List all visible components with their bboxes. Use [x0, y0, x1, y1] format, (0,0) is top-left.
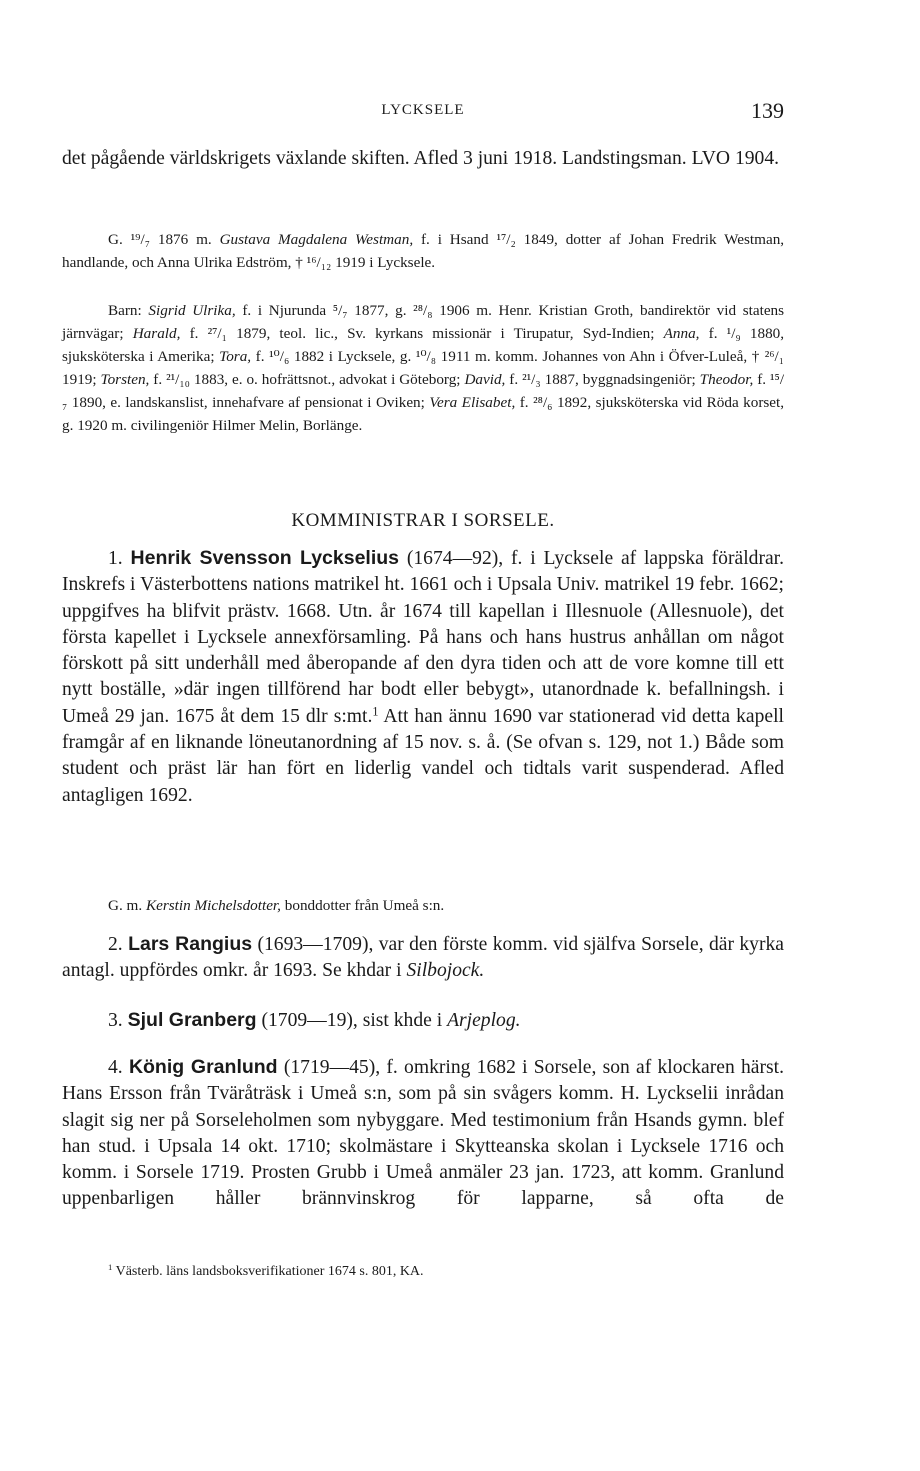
entry-1-marriage	[62, 894, 784, 917]
text: 1879, teol. lic., Sv. kyrkans missionär i Tirupatur, Syd-Indien;	[236, 325, 655, 343]
date-fraction: ²¹/₁₀	[166, 371, 190, 389]
child-name: Theodor,	[699, 371, 754, 389]
date-fraction: ¹⁷/₂	[496, 231, 516, 248]
text: 1849, dotter af Johan Fredrik Westman, handlande, och Anna Ulrika Edström, †	[62, 231, 785, 272]
date-fraction: ¹⁹/₇	[130, 231, 150, 248]
child-name: Anna,	[663, 325, 700, 343]
text: f.	[757, 371, 767, 389]
child-name: Torsten,	[100, 371, 150, 389]
child-name: Vera Elisabet,	[429, 394, 516, 412]
entry-4	[62, 1054, 784, 1213]
text: f.	[708, 325, 718, 343]
continuation-paragraph	[62, 146, 784, 172]
text: Barn:	[108, 302, 142, 319]
text: f.	[519, 394, 529, 412]
date-fraction: ²⁸/₆	[533, 394, 553, 412]
text: 1882 i Lycksele, g.	[293, 348, 412, 366]
person-name: Lars Rangius	[128, 933, 253, 955]
text: 1877, g.	[354, 302, 407, 319]
entry-text: (1719—45), f. omkring 1682 i Sorsele, son af klockaren härst. Hans Ersson från Tväråträsk i Umeå s:n, som på sin svågers komm. H. Lyckselii inrådan slagit sig ner på Sorseleholmen som nybyggare. Med testimonium från Hsands gymn. blef han stud. i Upsala 14 okt. 1710; skolmästare i Skytteanska skolan i Lycksele 1716 och komm. i Sorsele 1719. Prosten Grubb i Umeå anmäler 23 jan. 1723, att komm. Granlund uppenbarligen håller brännvinskrog för lapparne, så ofta de	[62, 1057, 784, 1210]
footnote-text: Västerb. läns landsboksverifikationer 1674 s. 801, KA.	[115, 1264, 424, 1279]
text: 1876 m.	[157, 231, 212, 248]
date-fraction: ¹⁰/₆	[269, 348, 290, 366]
text: 1906 m. Henr. Kristian Groth, bandirektör vid statens järnvägar;	[62, 302, 785, 343]
child-name: Sigrid Ulrika,	[148, 302, 236, 319]
page-number: 139	[751, 98, 784, 123]
marriage-paragraph	[62, 228, 784, 274]
text: f. i Njurunda	[242, 302, 327, 319]
entry-text: (1674—92), f. i Lycksele af lappska föräldrar. Inskrefs i Västerbottens nations matrikel ht. 1661 och i Upsala Univ. matrikel 19 febr. 1662; uppgifves ha blifvit prästv. 1668. Utn. år 1674 till kapellan i Illesnuole (Allesnuole), det första kapellet i Lycksele annexförsamling. På hans och hans hustrus anhållan om något förskott på sitt underhåll med åberopande af den dyra tiden och att de vore komne till ett nytt boställe, »där ingen tillförend har bodt eller bebygt», utanordnade k. befallningsh. i Umeå 29 jan. 1675 åt dem 15 dlr s:mt.	[62, 548, 785, 727]
paragraph-text: det pågående världskrigets växlande skiften. Afled 3 juni 1918. Landstingsman. LVO 1904.	[62, 148, 780, 169]
entry-2	[62, 931, 784, 985]
entry-number: 3.	[108, 1010, 123, 1031]
spouse-name: Kerstin Michelsdotter,	[145, 897, 281, 914]
text: G. m.	[108, 897, 143, 914]
date-fraction: ⁵/₇	[332, 302, 348, 319]
entry-number: 2.	[108, 934, 123, 955]
text: f.	[255, 348, 265, 366]
date-fraction: ²⁷/₁	[207, 325, 227, 343]
footnote-mark: 1	[108, 1262, 113, 1273]
text: f.	[509, 371, 519, 389]
date-fraction: ²⁸/₈	[413, 302, 433, 319]
text: 1892, sjuksköterska vid Röda korset, g. 1920 m. civilingeniör Hilmer Melin, Borlänge.	[62, 394, 785, 435]
child-name: David,	[464, 371, 506, 389]
text: 1880, sjuksköterska i Amerika;	[62, 325, 785, 366]
place-reference: Silbojock.	[406, 960, 485, 982]
text: 1919;	[62, 371, 97, 389]
text: f. i Hsand	[421, 231, 489, 248]
person-name: König Granlund	[128, 1056, 278, 1078]
date-fraction: ¹/₉	[726, 325, 741, 343]
running-header	[62, 98, 784, 128]
person-name: Henrik Svensson Lyckselius	[130, 547, 400, 569]
entry-3	[62, 1007, 784, 1034]
entry-text: (1709—19), sist khde i	[261, 1010, 443, 1031]
entry-1	[62, 545, 784, 809]
running-title: LYCKSELE	[381, 102, 465, 118]
text: 1919 i Lycksele.	[335, 254, 436, 272]
date-fraction: ²⁶/₁	[764, 348, 785, 366]
text: 1911 m. komm. Johannes von Ahn i Öfver-Luleå, †	[440, 348, 761, 366]
section-title: KOMMINISTRAR I SORSELE.	[291, 510, 555, 531]
entry-text: (1693—1709), var den förste komm. vid själfva Sorsele, där kyrka antagl. uppfördes omkr. år 1693. Se khdar i	[62, 934, 784, 982]
children-paragraph	[62, 299, 784, 438]
text: 1887, byggnadsingeniör;	[544, 371, 696, 389]
text: bonddotter från Umeå s:n.	[284, 897, 445, 914]
footnote	[62, 1262, 784, 1282]
person-name: Sjul Granberg	[127, 1009, 257, 1031]
date-fraction: ¹⁵/₇	[62, 371, 785, 412]
text: G.	[108, 231, 123, 248]
entry-number: 1.	[108, 548, 123, 569]
text: f.	[153, 371, 163, 389]
entry-number: 4.	[108, 1057, 123, 1078]
entry-text: Att han ännu 1690 var stationerad vid detta kapell framgår af en liknande löneutanordning af 15 nov. s. å. (Se ofvan s. 129, not 1.) Både som student och präst lär han fört en liderlig vandel och tidtals varit suspenderad. Afled antagligen 1692.	[62, 705, 784, 806]
spouse-name: Gustava Magdalena Westman,	[219, 231, 414, 248]
footnote-reference: 1	[372, 704, 379, 719]
text: 1890, e. landskanslist, innehafvare af pensionat i Oviken;	[71, 394, 425, 412]
child-name: Harald,	[132, 325, 181, 343]
date-fraction: ¹⁶/₁₂	[306, 254, 332, 272]
child-name: Tora,	[219, 348, 252, 366]
place-reference: Arjeplog.	[447, 1010, 521, 1031]
date-fraction: ¹⁰/₈	[415, 348, 437, 366]
date-fraction: ²¹/₃	[522, 371, 541, 389]
text: f.	[189, 325, 199, 343]
text: 1883, e. o. hofrättsnot., advokat i Göteborg;	[193, 371, 461, 389]
